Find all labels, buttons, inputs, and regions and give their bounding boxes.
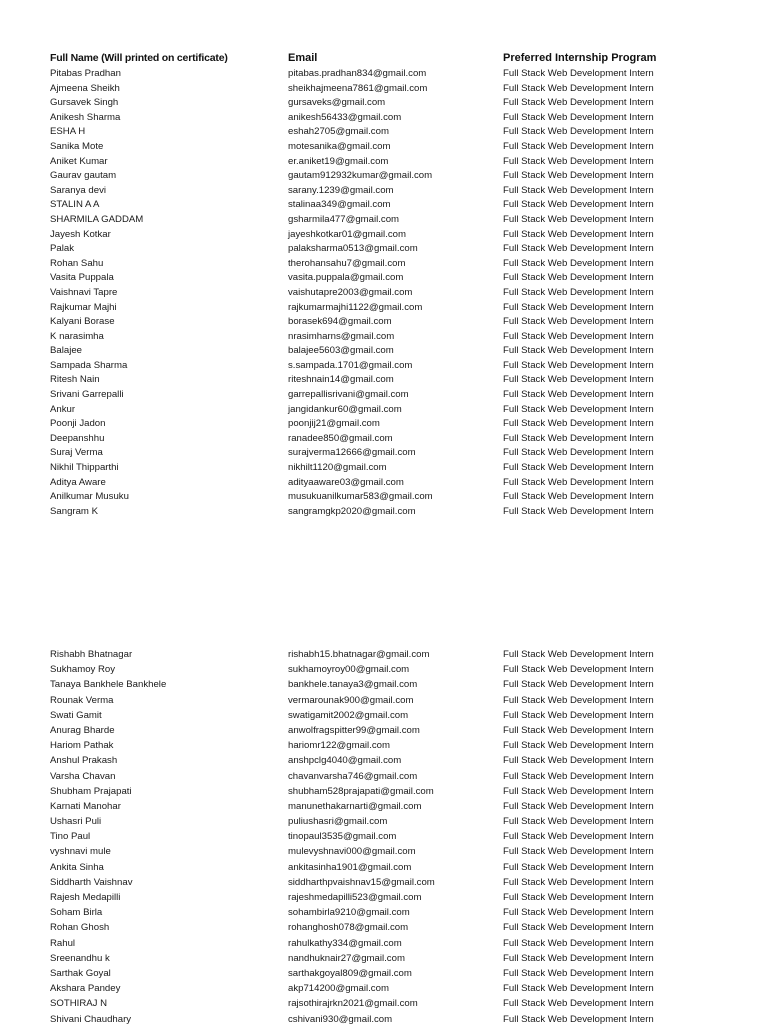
cell-program: Full Stack Web Development Intern <box>503 664 654 676</box>
table-row <box>0 937 768 952</box>
cell-full-name: ESHA H <box>50 126 86 138</box>
cell-email: chavanvarsha746@gmail.com <box>288 770 418 782</box>
table-row <box>0 271 768 286</box>
cell-program: Full Stack Web Development Intern <box>503 316 654 328</box>
table-row <box>0 315 768 330</box>
table-row <box>0 770 768 785</box>
table-row <box>0 373 768 388</box>
table-row <box>0 96 768 111</box>
table-row <box>0 785 768 800</box>
table-row <box>0 861 768 876</box>
header-email: Email <box>288 52 318 64</box>
table-row <box>0 111 768 126</box>
cell-program: Full Stack Web Development Intern <box>503 140 654 152</box>
cell-program: Full Stack Web Development Intern <box>503 403 654 415</box>
header-preferred-program: Preferred Internship Program <box>503 52 657 64</box>
cell-full-name: Akshara Pandey <box>50 983 121 995</box>
cell-full-name: Rohan Sahu <box>50 257 104 269</box>
table-row <box>0 403 768 418</box>
cell-full-name: Sanika Mote <box>50 140 104 152</box>
table-row <box>0 82 768 97</box>
cell-full-name: Sangram K <box>50 505 98 517</box>
cell-email: rahulkathy334@gmail.com <box>288 937 402 949</box>
cell-email: manunethakarnarti@gmail.com <box>288 800 422 812</box>
cell-email: s.sampada.1701@gmail.com <box>288 359 413 371</box>
cell-program: Full Stack Web Development Intern <box>503 724 654 736</box>
cell-program: Full Stack Web Development Intern <box>503 228 654 240</box>
cell-program: Full Stack Web Development Intern <box>503 505 654 517</box>
cell-program: Full Stack Web Development Intern <box>503 800 654 812</box>
cell-email: akp714200@gmail.com <box>288 983 389 995</box>
cell-program: Full Stack Web Development Intern <box>503 170 654 182</box>
cell-full-name: SOTHIRAJ N <box>50 998 108 1010</box>
table-row <box>0 125 768 140</box>
table-row <box>0 952 768 967</box>
table-row <box>0 876 768 891</box>
cell-program: Full Stack Web Development Intern <box>503 243 654 255</box>
cell-email: riteshnain14@gmail.com <box>288 374 394 386</box>
table-row <box>0 432 768 447</box>
cell-program: Full Stack Web Development Intern <box>503 462 654 474</box>
cell-program: Full Stack Web Development Intern <box>503 126 654 138</box>
cell-email: ankitasinha1901@gmail.com <box>288 861 412 873</box>
cell-full-name: Rajkumar Majhi <box>50 301 117 313</box>
cell-email: vasita.puppala@gmail.com <box>288 272 404 284</box>
cell-program: Full Stack Web Development Intern <box>503 694 654 706</box>
cell-email: musukuanilkumar583@gmail.com <box>288 491 433 503</box>
table-row <box>0 709 768 724</box>
table-row <box>0 330 768 345</box>
cell-full-name: Poonji Jadon <box>50 418 106 430</box>
cell-full-name: Vasita Puppala <box>50 272 114 284</box>
cell-email: adityaaware03@gmail.com <box>288 476 404 488</box>
cell-email: anikesh56433@gmail.com <box>288 111 402 123</box>
cell-email: vaishutapre2003@gmail.com <box>288 286 413 298</box>
cell-email: jayeshkotkar01@gmail.com <box>288 228 406 240</box>
cell-email: vermarounak900@gmail.com <box>288 694 414 706</box>
cell-email: rajkumarmajhi1122@gmail.com <box>288 301 423 313</box>
cell-program: Full Stack Web Development Intern <box>503 937 654 949</box>
cell-program: Full Stack Web Development Intern <box>503 709 654 721</box>
cell-program: Full Stack Web Development Intern <box>503 679 654 691</box>
cell-email: sarany.1239@gmail.com <box>288 184 394 196</box>
table-row <box>0 198 768 213</box>
table-row <box>0 184 768 199</box>
cell-email: puliushasri@gmail.com <box>288 816 388 828</box>
cell-email: jangidankur60@gmail.com <box>288 403 402 415</box>
table-row <box>0 830 768 845</box>
cell-program: Full Stack Web Development Intern <box>503 330 654 342</box>
cell-full-name: Anshul Prakash <box>50 755 118 767</box>
cell-email: bankhele.tanaya3@gmail.com <box>288 679 418 691</box>
cell-program: Full Stack Web Development Intern <box>503 816 654 828</box>
cell-program: Full Stack Web Development Intern <box>503 892 654 903</box>
cell-email: gursaveks@gmail.com <box>288 97 386 109</box>
cell-program: Full Stack Web Development Intern <box>503 199 654 211</box>
table-row <box>0 140 768 155</box>
cell-full-name: K narasimha <box>50 330 104 342</box>
cell-program: Full Stack Web Development Intern <box>503 846 654 858</box>
cell-full-name: Rohan Ghosh <box>50 922 110 934</box>
cell-full-name: Varsha Chavan <box>50 770 116 782</box>
cell-full-name: Aditya Aware <box>50 476 106 488</box>
table-row <box>0 505 768 520</box>
cell-program: Full Stack Web Development Intern <box>503 213 654 225</box>
cell-full-name: Gursavek Singh <box>50 97 119 109</box>
table-row <box>0 921 768 936</box>
cell-program: Full Stack Web Development Intern <box>503 184 654 196</box>
cell-full-name: Srivani Garrepalli <box>50 389 124 401</box>
cell-program: Full Stack Web Development Intern <box>503 374 654 386</box>
table-row <box>0 446 768 461</box>
cell-full-name: Aniket Kumar <box>50 155 108 167</box>
cell-program: Full Stack Web Development Intern <box>503 952 654 964</box>
cell-program: Full Stack Web Development Intern <box>503 491 654 503</box>
cell-email: sohambirla9210@gmail.com <box>288 907 410 919</box>
cell-program: Full Stack Web Development Intern <box>503 998 654 1010</box>
cell-full-name: Sarthak Goyal <box>50 967 111 979</box>
header-full-name: Full Name (Will printed on certificate) <box>50 52 228 64</box>
cell-email: rajeshmedapilli523@gmail.com <box>288 892 422 903</box>
cell-email: er.aniket19@gmail.com <box>288 155 389 167</box>
cell-full-name: Soham Birla <box>50 907 103 919</box>
cell-program: Full Stack Web Development Intern <box>503 476 654 488</box>
cell-program: Full Stack Web Development Intern <box>503 68 654 79</box>
cell-program: Full Stack Web Development Intern <box>503 785 654 797</box>
table-row <box>0 845 768 860</box>
cell-email: swatigamit2002@gmail.com <box>288 709 409 721</box>
table-row <box>0 800 768 815</box>
cell-email: rajsothirajrkn2021@gmail.com <box>288 998 418 1010</box>
table-row <box>0 344 768 359</box>
cell-email: therohansahu7@gmail.com <box>288 257 406 269</box>
table-row <box>0 286 768 301</box>
cell-full-name: Siddharth Vaishnav <box>50 876 133 888</box>
cell-full-name: Balajee <box>50 345 83 357</box>
cell-program: Full Stack Web Development Intern <box>503 922 654 934</box>
cell-email: sheikhajmeena7861@gmail.com <box>288 82 428 94</box>
table-row <box>0 242 768 257</box>
cell-email: stalinaa349@gmail.com <box>288 199 391 211</box>
cell-email: gsharmila477@gmail.com <box>288 213 400 225</box>
cell-full-name: Sampada Sharma <box>50 359 128 371</box>
table-row <box>0 815 768 830</box>
cell-full-name: SHARMILA GADDAM <box>50 213 144 225</box>
cell-email: pitabas.pradhan834@gmail.com <box>288 68 427 79</box>
cell-program: Full Stack Web Development Intern <box>503 389 654 401</box>
cell-full-name: Suraj Verma <box>50 447 103 459</box>
cell-program: Full Stack Web Development Intern <box>503 359 654 371</box>
cell-full-name: Rajesh Medapilli <box>50 892 121 903</box>
table-row <box>0 228 768 243</box>
cell-full-name: Anilkumar Musuku <box>50 491 129 503</box>
cell-full-name: Jayesh Kotkar <box>50 228 111 240</box>
cell-email: anshpclg4040@gmail.com <box>288 755 402 767</box>
cell-program: Full Stack Web Development Intern <box>503 286 654 298</box>
cell-email: borasek694@gmail.com <box>288 316 392 328</box>
table-row <box>0 967 768 982</box>
cell-full-name: Deepanshhu <box>50 432 105 444</box>
cell-program: Full Stack Web Development Intern <box>503 272 654 284</box>
table-block-2 <box>0 648 768 1028</box>
table-header-row <box>0 52 768 68</box>
cell-program: Full Stack Web Development Intern <box>503 345 654 357</box>
table-row <box>0 997 768 1012</box>
cell-program: Full Stack Web Development Intern <box>503 876 654 888</box>
cell-program: Full Stack Web Development Intern <box>503 861 654 873</box>
cell-full-name: Karnati Manohar <box>50 800 121 812</box>
cell-email: anwolfragspitter99@gmail.com <box>288 724 420 736</box>
cell-program: Full Stack Web Development Intern <box>503 1013 654 1025</box>
table-row <box>0 663 768 678</box>
table-row <box>0 155 768 170</box>
cell-full-name: Gaurav gautam <box>50 170 117 182</box>
cell-program: Full Stack Web Development Intern <box>503 301 654 313</box>
cell-full-name: vyshnavi mule <box>50 846 111 858</box>
cell-program: Full Stack Web Development Intern <box>503 432 654 444</box>
cell-email: nandhuknair27@gmail.com <box>288 952 405 964</box>
cell-email: surajverma12666@gmail.com <box>288 447 416 459</box>
cell-email: siddharthpvaishnav15@gmail.com <box>288 876 435 888</box>
cell-full-name: Ritesh Nain <box>50 374 100 386</box>
cell-email: sarthakgoyal809@gmail.com <box>288 967 412 979</box>
cell-email: nikhilt1120@gmail.com <box>288 462 387 474</box>
cell-program: Full Stack Web Development Intern <box>503 649 654 660</box>
table-row <box>0 982 768 997</box>
table-row <box>0 1013 768 1028</box>
table-row <box>0 169 768 184</box>
cell-program: Full Stack Web Development Intern <box>503 740 654 752</box>
cell-email: ranadee850@gmail.com <box>288 432 393 444</box>
cell-full-name: Saranya devi <box>50 184 106 196</box>
cell-email: sukhamoyroy00@gmail.com <box>288 664 410 676</box>
cell-email: hariomr122@gmail.com <box>288 740 390 752</box>
cell-full-name: Sukhamoy Roy <box>50 664 116 676</box>
cell-full-name: Rahul <box>50 937 76 949</box>
table-row <box>0 694 768 709</box>
cell-program: Full Stack Web Development Intern <box>503 447 654 459</box>
cell-full-name: Hariom Pathak <box>50 740 114 752</box>
cell-full-name: Anurag Bharde <box>50 724 115 736</box>
cell-email: rohanghosh078@gmail.com <box>288 922 409 934</box>
table-row <box>0 359 768 374</box>
cell-program: Full Stack Web Development Intern <box>503 257 654 269</box>
cell-full-name: Rounak Verma <box>50 694 114 706</box>
cell-full-name: Ushasri Puli <box>50 816 102 828</box>
table-row <box>0 739 768 754</box>
cell-email: cshivani930@gmail.com <box>288 1013 393 1025</box>
cell-full-name: Pitabas Pradhan <box>50 68 121 79</box>
cell-program: Full Stack Web Development Intern <box>503 983 654 995</box>
table-row <box>0 891 768 906</box>
cell-program: Full Stack Web Development Intern <box>503 907 654 919</box>
cell-email: eshah2705@gmail.com <box>288 126 389 138</box>
cell-email: motesanika@gmail.com <box>288 140 391 152</box>
cell-program: Full Stack Web Development Intern <box>503 418 654 430</box>
cell-program: Full Stack Web Development Intern <box>503 770 654 782</box>
cell-full-name: Vaishnavi Tapre <box>50 286 118 298</box>
cell-full-name: Palak <box>50 243 74 255</box>
cell-full-name: Ankita Sinha <box>50 861 104 873</box>
cell-email: palaksharma0513@gmail.com <box>288 243 418 255</box>
cell-full-name: Ankur <box>50 403 76 415</box>
table-row <box>0 301 768 316</box>
cell-full-name: STALIN A A <box>50 199 100 211</box>
table-row <box>0 257 768 272</box>
table-row <box>0 754 768 769</box>
cell-full-name: Tino Paul <box>50 831 91 843</box>
table-row <box>0 417 768 432</box>
table-block-1 <box>0 67 768 519</box>
table-row <box>0 213 768 228</box>
table-row <box>0 388 768 403</box>
cell-email: balajee5603@gmail.com <box>288 345 394 357</box>
cell-email: mulevyshnavi000@gmail.com <box>288 846 416 858</box>
table-row <box>0 67 768 82</box>
cell-full-name: Anikesh Sharma <box>50 111 121 123</box>
table-row <box>0 461 768 476</box>
cell-full-name: Swati Gamit <box>50 709 102 721</box>
cell-full-name: Kalyani Borase <box>50 316 115 328</box>
cell-full-name: Rishabh Bhatnagar <box>50 649 133 660</box>
cell-full-name: Nikhil Thipparthi <box>50 462 119 474</box>
table-row <box>0 648 768 663</box>
cell-email: garrepallisrivani@gmail.com <box>288 389 409 401</box>
table-row <box>0 724 768 739</box>
cell-email: nrasimharns@gmail.com <box>288 330 395 342</box>
cell-email: shubham528prajapati@gmail.com <box>288 785 434 797</box>
cell-program: Full Stack Web Development Intern <box>503 155 654 167</box>
table-row <box>0 476 768 491</box>
cell-full-name: Sreenandhu k <box>50 952 110 964</box>
cell-full-name: Shubham Prajapati <box>50 785 132 797</box>
cell-program: Full Stack Web Development Intern <box>503 111 654 123</box>
cell-email: gautam912932kumar@gmail.com <box>288 170 433 182</box>
cell-program: Full Stack Web Development Intern <box>503 82 654 94</box>
table-row <box>0 490 768 505</box>
cell-full-name: Shivani Chaudhary <box>50 1013 132 1025</box>
cell-email: tinopaul3535@gmail.com <box>288 831 397 843</box>
cell-program: Full Stack Web Development Intern <box>503 97 654 109</box>
cell-program: Full Stack Web Development Intern <box>503 755 654 767</box>
cell-email: sangramgkp2020@gmail.com <box>288 505 416 517</box>
cell-full-name: Ajmeena Sheikh <box>50 82 120 94</box>
cell-email: rishabh15.bhatnagar@gmail.com <box>288 649 430 660</box>
cell-full-name: Tanaya Bankhele Bankhele <box>50 679 167 691</box>
table-row <box>0 906 768 921</box>
cell-program: Full Stack Web Development Intern <box>503 831 654 843</box>
cell-email: poonjij21@gmail.com <box>288 418 380 430</box>
cell-program: Full Stack Web Development Intern <box>503 967 654 979</box>
table-row <box>0 678 768 693</box>
